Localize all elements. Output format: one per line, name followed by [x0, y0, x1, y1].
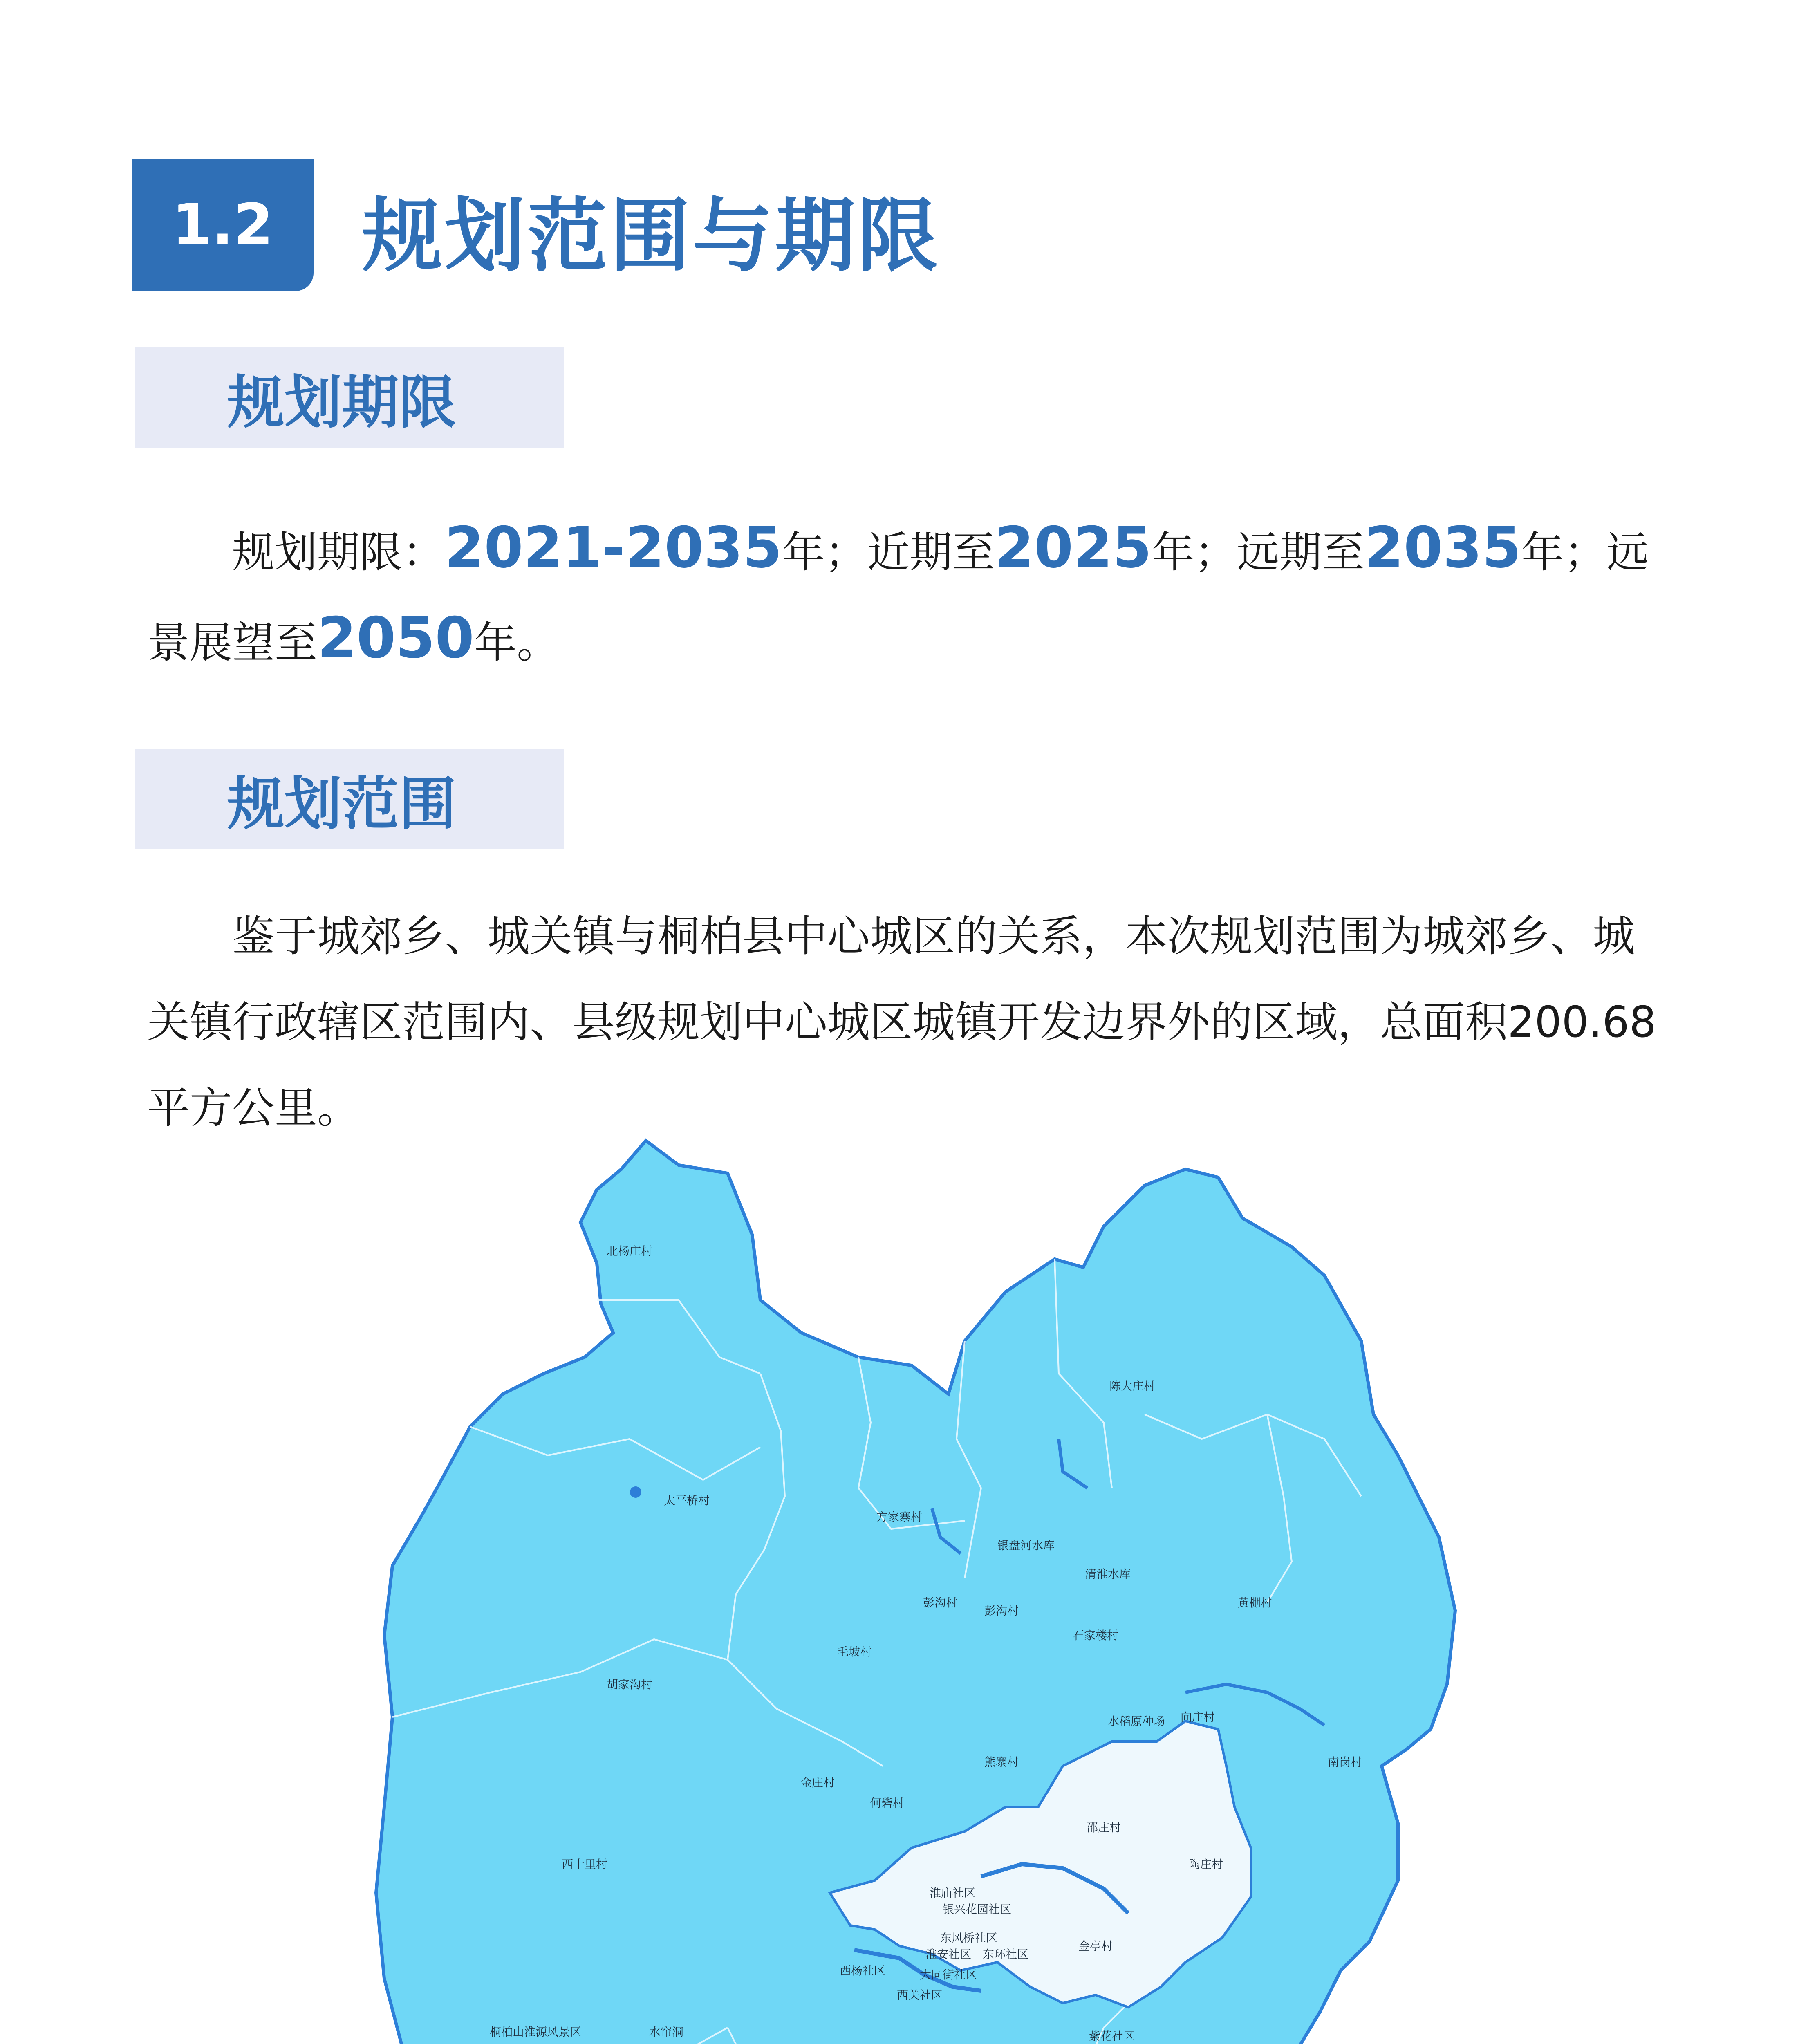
village-label: 方家寨村 [876, 1510, 923, 1524]
village-label: 陶庄村 [1188, 1858, 1223, 1871]
village-label: 银兴花园社区 [942, 1903, 1012, 1916]
village-label: 胡家沟村 [606, 1678, 653, 1691]
village-label: 陈大庄村 [1109, 1379, 1156, 1393]
village-label: 熊寨村 [984, 1755, 1019, 1769]
section-title: 规划范围与期限 [362, 190, 941, 283]
village-label: 东风桥社区 [940, 1931, 998, 1945]
planning-area-map [368, 1128, 1512, 2044]
village-label: 水帘洞 [649, 2025, 684, 2039]
village-label: 金庄村 [800, 1776, 835, 1789]
village-label: 西十里村 [561, 1858, 608, 1871]
scope-paragraph: 鉴于城郊乡、城关镇与桐柏县中心城区的关系，本次规划范围为城郊乡、城关镇行政辖区范围内、县级规划中心城区城镇开发边界外的区域，总面积200.68平方公里。 [147, 911, 1656, 1133]
map-svg [368, 1128, 1512, 2044]
term-far: 2035 [1364, 515, 1521, 580]
village-label: 彭沟村 [984, 1604, 1019, 1618]
village-label: 向庄村 [1180, 1710, 1215, 1724]
term-near: 2025 [995, 515, 1152, 580]
village-label: 南岗村 [1327, 1755, 1362, 1769]
section-number-badge [132, 159, 314, 291]
village-label: 大同街社区 [919, 1968, 977, 1981]
village-label: 毛坡村 [837, 1645, 872, 1659]
village-label: 金亭村 [1078, 1939, 1113, 1953]
village-label: 清淮水库 [1084, 1567, 1131, 1581]
term-heading [135, 347, 564, 448]
term-paragraph: 规划期限：2021-2035年；近期至2025年；远期至2035年；远景展望至2050年。 [147, 515, 1649, 671]
village-label: 银盘河水库 [997, 1539, 1055, 1552]
village-label: 黄棚村 [1237, 1596, 1273, 1609]
village-label: 西杨社区 [839, 1964, 886, 1977]
village-label: 东环社区 [982, 1948, 1029, 1961]
section-number: 1.2 [172, 191, 273, 258]
term-vision: 2050 [317, 605, 475, 671]
village-label: 北杨庄村 [606, 1244, 653, 1258]
scope-heading [135, 749, 564, 849]
village-label: 邵庄村 [1086, 1821, 1121, 1834]
village-label: 石家楼村 [1072, 1629, 1119, 1642]
village-label: 桐柏山淮源风景区 [489, 2025, 582, 2039]
village-label: 彭沟村 [923, 1596, 958, 1609]
village-label: 水稻原种场 [1107, 1715, 1165, 1728]
term-range: 2021-2035 [445, 515, 782, 580]
village-label: 淮安社区 [925, 1948, 972, 1961]
village-label: 淮庙社区 [929, 1886, 976, 1900]
term-heading-label: 规划期限 [227, 369, 457, 436]
village-label: 西关社区 [896, 1988, 943, 2002]
village-label: 太平桥村 [663, 1494, 710, 1507]
village-label: 紫花社区 [1089, 2029, 1135, 2043]
scope-heading-label: 规划范围 [227, 771, 457, 838]
village-label: 何砦村 [869, 1796, 905, 1810]
